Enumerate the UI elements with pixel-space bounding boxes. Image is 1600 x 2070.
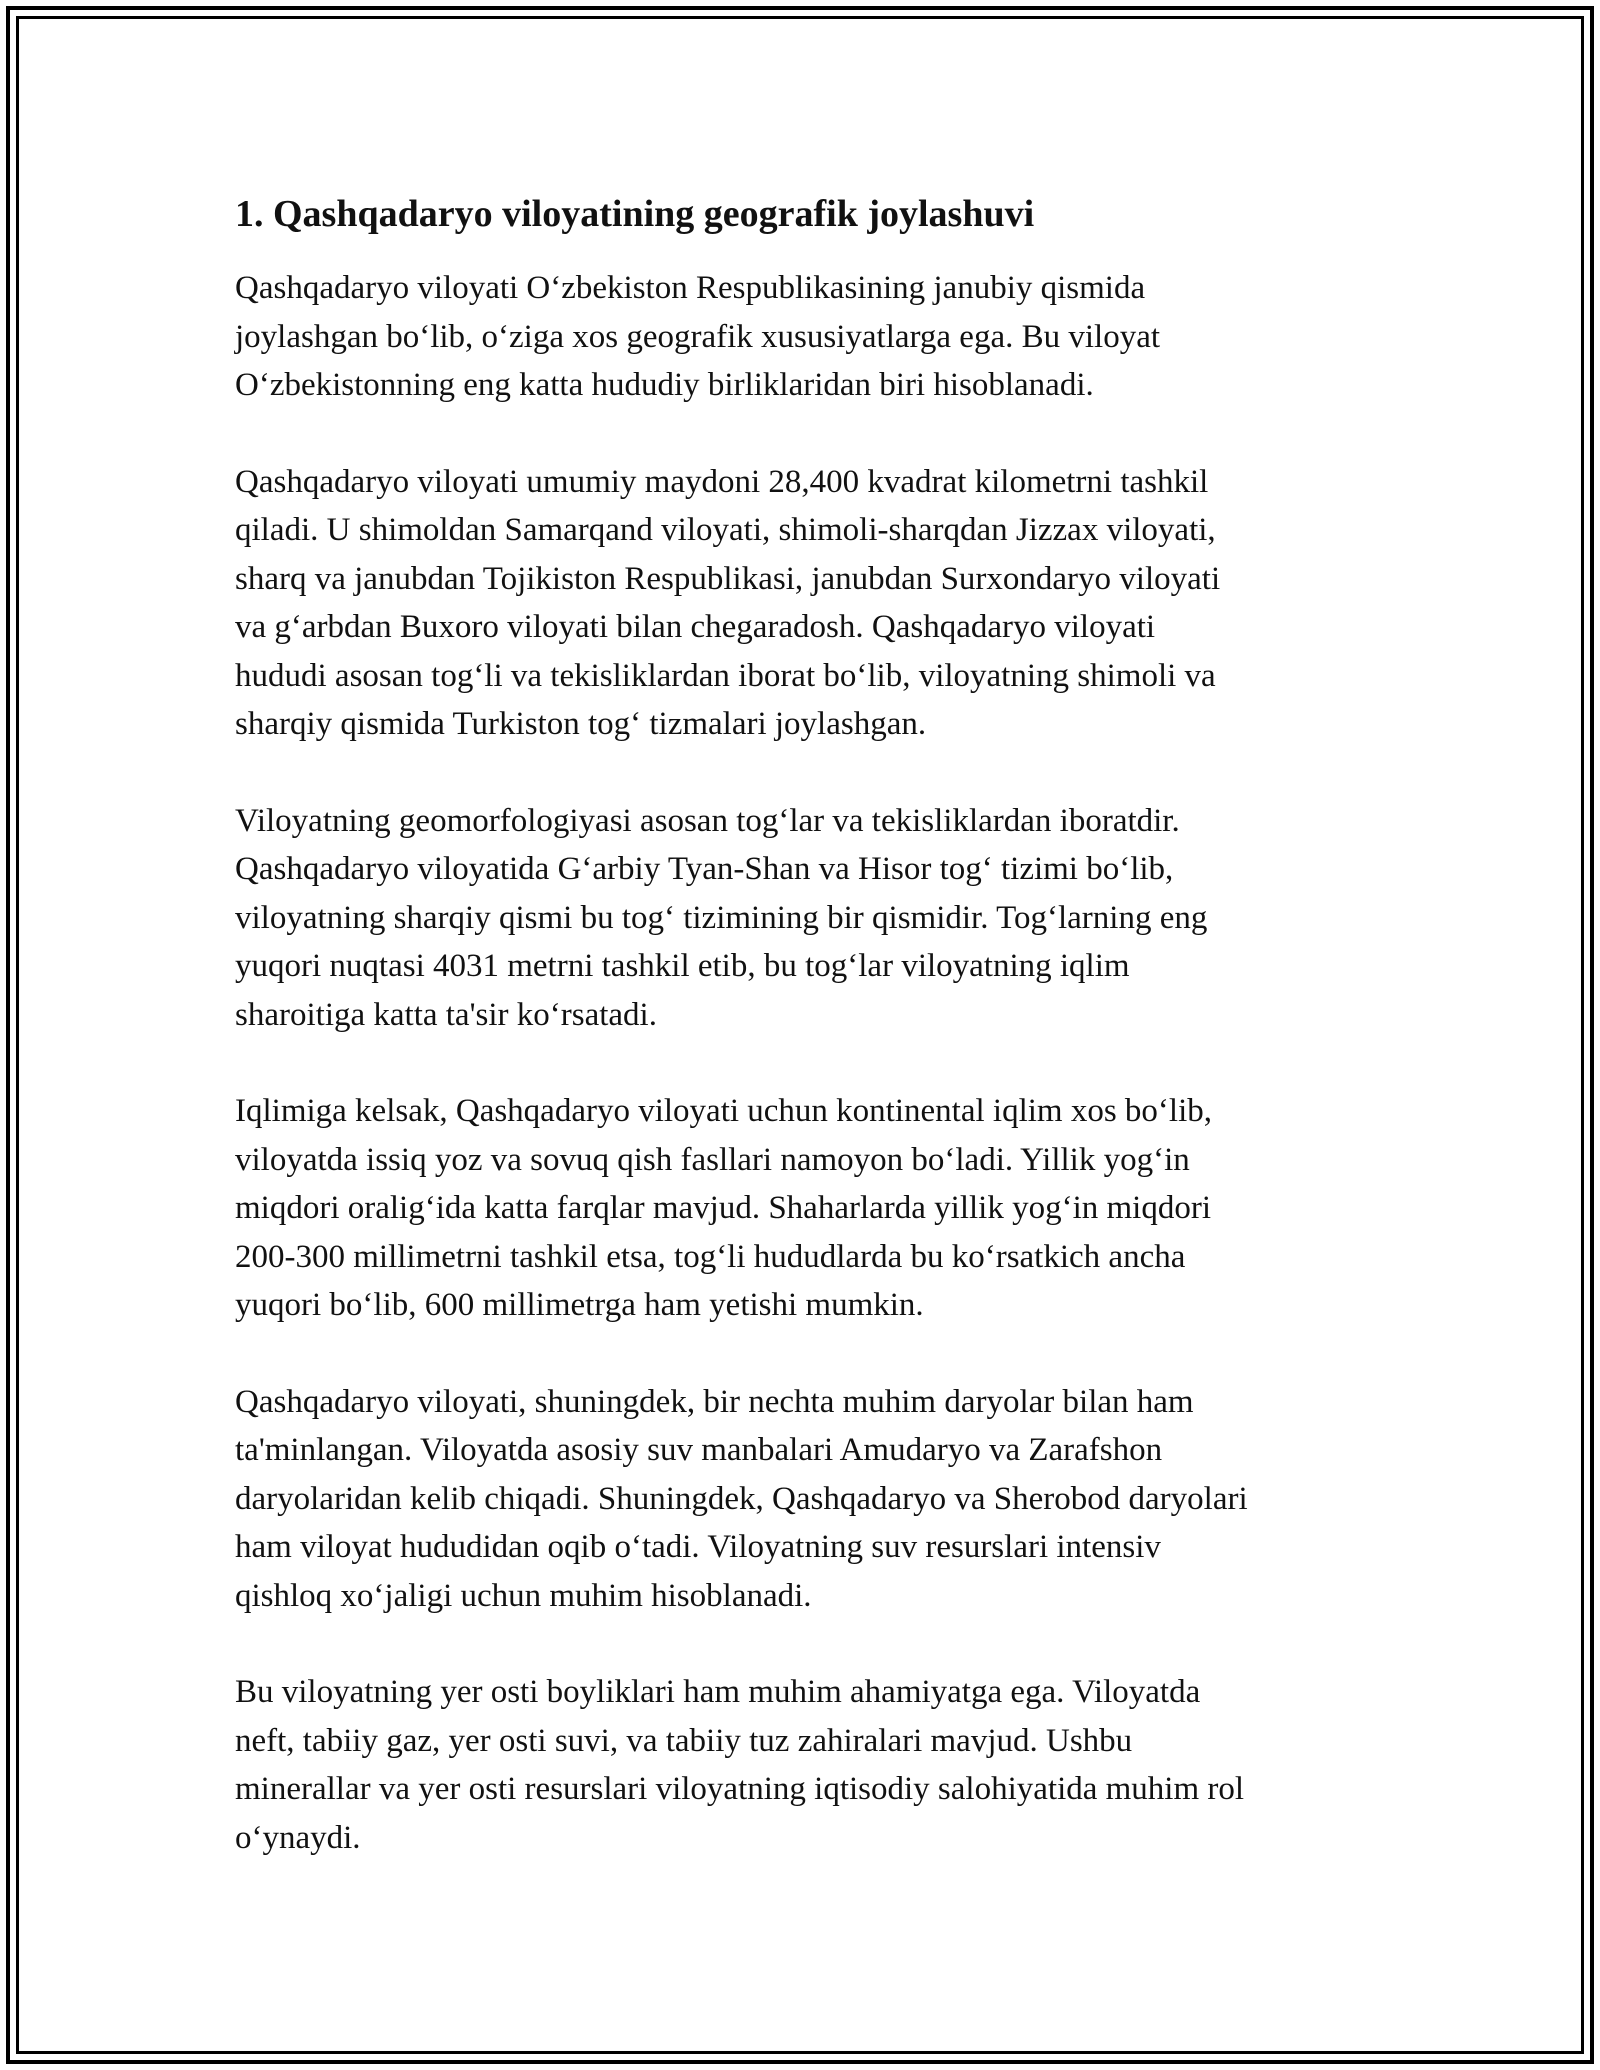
- paragraph-line: sharqiy qismida Turkiston tog‘ tizmalari joylashgan.: [235, 706, 927, 742]
- paragraph-line: Qashqadaryo viloyati umumiy maydoni 28,400 kvadrat kilometrni tashkil: [235, 463, 1209, 500]
- document-body: [235, 188, 1370, 1910]
- paragraph-line: ta'minlangan. Viloyatda asosiy suv manbalari Amudaryo va Zarafshon: [235, 1432, 1163, 1468]
- paragraph-line: Iqlimiga kelsak, Qashqadaryo viloyati uchun kontinental iqlim xos bo‘lib,: [235, 1093, 1212, 1129]
- paragraph-line: va g‘arbdan Buxoro viloyati bilan chegaradosh. Qashqadaryo viloyati: [235, 609, 1156, 645]
- paragraph-line: hududi asosan tog‘li va tekisliklardan iborat bo‘lib, viloyatning shimoli va: [235, 657, 1216, 694]
- paragraph-line: sharoitiga katta ta'sir ko‘rsatadi.: [235, 996, 657, 1033]
- paragraph-line: Qashqadaryo viloyati, shuningdek, bir nechta muhim daryolar bilan ham: [235, 1383, 1194, 1420]
- paragraph-line: o‘ynaydi.: [235, 1819, 361, 1856]
- paragraph-line: joylashgan bo‘lib, o‘ziga xos geografik xususiyatlarga ega. Bu viloyat: [235, 318, 1161, 355]
- section-title: 1. Qashqadaryo viloyatining geografik joylashuvi: [235, 193, 1035, 235]
- paragraph-line: viloyatda issiq yoz va sovuq qish fasllari namoyon bo‘ladi. Yillik yog‘in: [235, 1141, 1190, 1178]
- paragraph-line: yuqori nuqtasi 4031 metrni tashkil etib, bu tog‘lar viloyatning iqlim: [235, 948, 1130, 984]
- paragraph-line: 200-300 millimetrni tashkil etsa, tog‘li hududlarda bu ko‘rsatkich ancha: [235, 1238, 1186, 1275]
- paragraph-line: Qashqadaryo viloyati O‘zbekiston Respublikasining janubiy qismida: [235, 270, 1146, 306]
- paragraph-line: miqdori oralig‘ida katta farqlar mavjud. Shaharlarda yillik yog‘in miqdori: [235, 1190, 1211, 1226]
- paragraph: [235, 1668, 1370, 1862]
- paragraph-line: O‘zbekistonning eng katta hududiy birliklaridan biri hisoblanadi.: [235, 367, 1094, 403]
- paragraph-line: Viloyatning geomorfologiyasi asosan tog‘lar va tekisliklardan iboratdir.: [235, 802, 1180, 839]
- paragraph-list: [235, 264, 1370, 1862]
- paragraph-line: qiladi. U shimoldan Samarqand viloyati, shimoli-sharqdan Jizzax viloyati,: [235, 512, 1216, 548]
- paragraph: [235, 458, 1370, 749]
- paragraph-line: Bu viloyatning yer osti boyliklari ham muhim ahamiyatga ega. Viloyatda: [235, 1674, 1201, 1710]
- paragraph-line: viloyatning sharqiy qismi bu tog‘ tizimining bir qismidir. Tog‘larning eng: [235, 899, 1208, 936]
- paragraph: [235, 264, 1370, 410]
- paragraph-line: qishloq xo‘jaligi uchun muhim hisoblanadi.: [235, 1577, 812, 1614]
- paragraph-line: Qashqadaryo viloyatida G‘arbiy Tyan-Shan va Hisor tog‘ tizimi bo‘lib,: [235, 851, 1174, 887]
- paragraph-line: ham viloyat hududidan oqib o‘tadi. Viloyatning suv resurslari intensiv: [235, 1529, 1161, 1565]
- paragraph-line: daryolaridan kelib chiqadi. Shuningdek, Qashqadaryo va Sherobod daryolari: [235, 1480, 1248, 1517]
- paragraph-line: neft, tabiiy gaz, yer osti suvi, va tabiiy tuz zahiralari mavjud. Ushbu: [235, 1722, 1133, 1759]
- paragraph: [235, 1087, 1370, 1330]
- paragraph-line: minerallar va yer osti resurslari viloyatning iqtisodiy salohiyatida muhim rol: [235, 1771, 1245, 1807]
- paragraph-line: sharq va janubdan Tojikiston Respublikasi, janubdan Surxondaryo viloyati: [235, 560, 1221, 597]
- paragraph-line: yuqori bo‘lib, 600 millimetrga ham yetishi mumkin.: [235, 1287, 924, 1323]
- paragraph: [235, 797, 1370, 1040]
- paragraph: [235, 1378, 1370, 1621]
